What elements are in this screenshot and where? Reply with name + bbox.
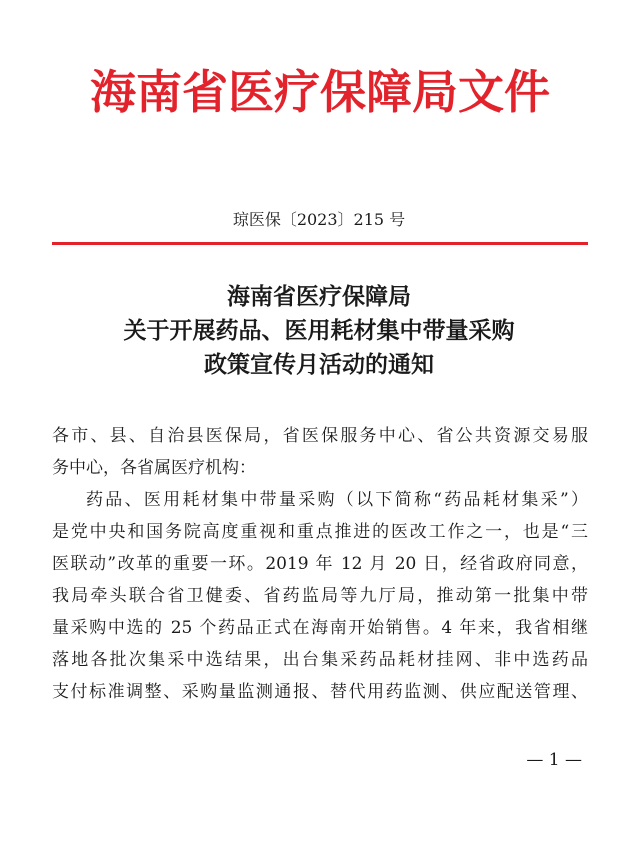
document-header-title: 海南省医疗保障局文件	[90, 65, 550, 119]
document-title	[40, 280, 598, 382]
paragraph-line: 落地各批次集采中选结果，出台集采药品耗材挂网、非中选药品	[52, 650, 588, 670]
document-body	[52, 420, 588, 708]
page-number: — 1 —	[526, 750, 582, 770]
title-line: 政策宣传月活动的通知	[204, 352, 434, 378]
red-divider-line	[52, 242, 588, 245]
title-line: 关于开展药品、医用耗材集中带量采购	[123, 318, 515, 344]
addressee-line: 务中心，各省属医疗机构：	[52, 458, 256, 478]
paragraph-line: 医联动”改革的重要一环。2019 年 12 月 20 日，经省政府同意，	[52, 554, 588, 574]
paragraph-line: 是党中央和国务院高度重视和重点推进的医改工作之一，也是“三	[52, 522, 588, 542]
document-number: 琼医保〔2023〕215 号	[232, 210, 406, 229]
title-line: 海南省医疗保障局	[227, 284, 411, 310]
paragraph-line: 量采购中选的 25 个药品正式在海南开始销售。4 年来，我省相继	[52, 618, 588, 638]
paragraph-line: 我局牵头联合省卫健委、省药监局等九厅局，推动第一批集中带	[52, 586, 588, 606]
addressee-line: 各市、县、自治县医保局，省医保服务中心、省公共资源交易服	[52, 426, 588, 446]
paragraph-line: 支付标准调整、采购量监测通报、替代用药监测、供应配送管理、	[52, 682, 588, 702]
paragraph-line: 药品、医用耗材集中带量采购（以下简称“药品耗材集采”）	[86, 490, 588, 510]
